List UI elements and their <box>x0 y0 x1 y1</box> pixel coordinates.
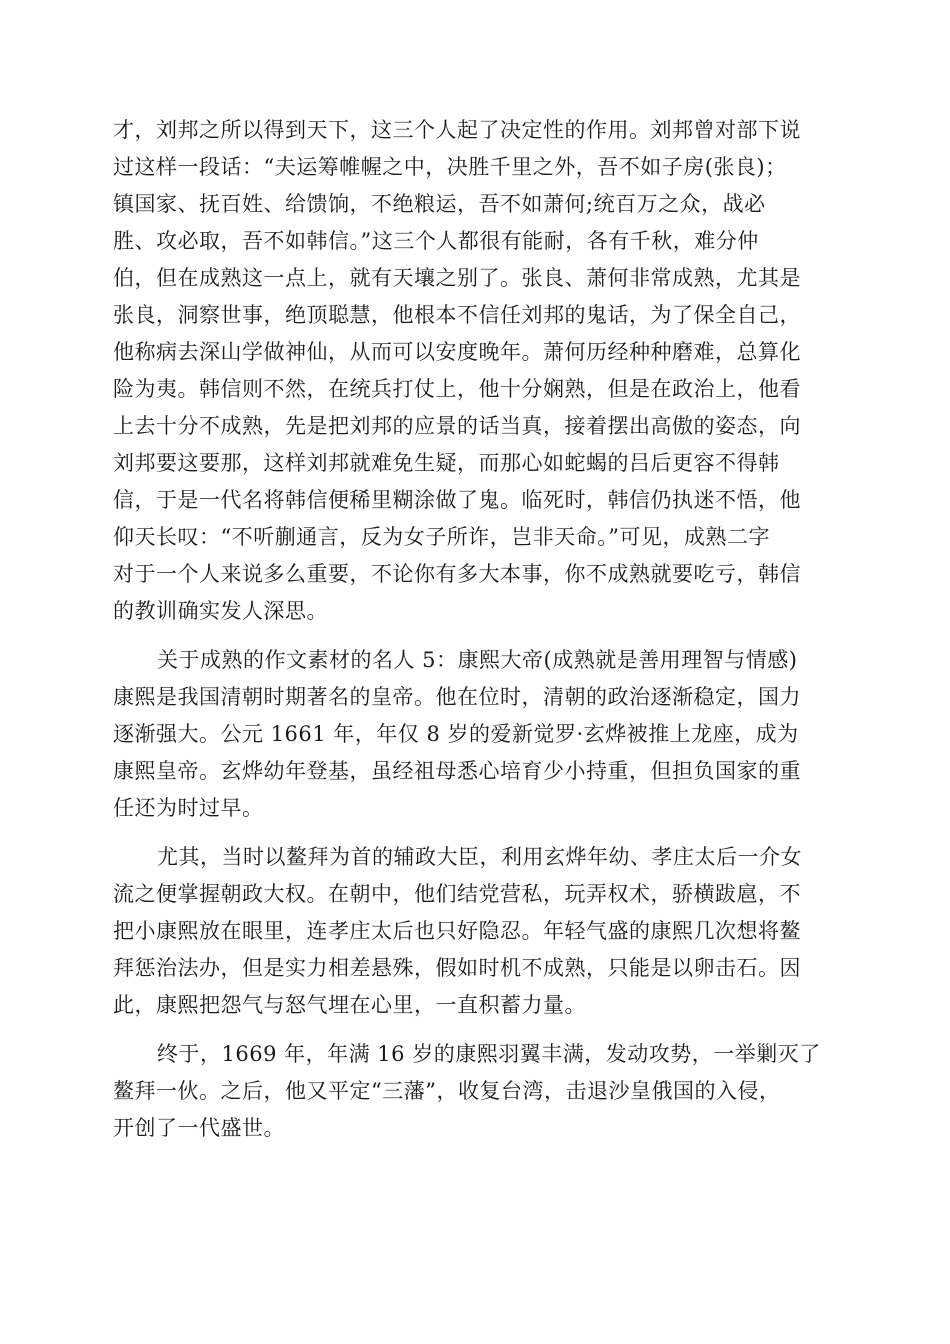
text-line: 过这样一段话：“夫运筹帷幄之中，决胜千里之外，吾不如子房(张良)； <box>113 155 787 179</box>
text-line: 任还为时过早。 <box>113 796 264 820</box>
text-line: 镇国家、抚百姓、给馈饷，不绝粮运，吾不如萧何;统百万之众，战必 <box>113 192 766 216</box>
text-line: 才，刘邦之所以得到天下，这三个人起了决定性的作用。刘邦曾对部下说 <box>113 118 801 142</box>
text-line: 终于，1669 年，年满 16 岁的康熙羽翼丰满，发动攻势，一举剿灭了 <box>157 1042 821 1066</box>
text-line: 险为夷。韩信则不然，在统兵打仗上，他十分娴熟，但是在政治上，他看 <box>113 377 801 401</box>
text-line: 对于一个人来说多么重要，不论你有多大本事，你不成熟就要吃亏，韩信 <box>113 562 801 586</box>
text-line: 信，于是一代名将韩信便稀里糊涂做了鬼。临死时，韩信仍执迷不悟，他 <box>113 488 801 512</box>
text-line: 胜、攻必取，吾不如韩信。”这三个人都很有能耐，各有千秋，难分仲 <box>113 229 759 253</box>
text-line: 张良，洞察世事，绝顶聪慧，他根本不信任刘邦的鬼话，为了保全自己， <box>113 303 801 327</box>
text-line: 把小康熙放在眼里，连孝庄太后也只好隐忍。年轻气盛的康熙几次想将鳌 <box>113 919 801 943</box>
text-line: 他称病去深山学做神仙，从而可以安度晚年。萧何历经种种磨难，总算化 <box>113 340 801 364</box>
text-line: 鳌拜一伙。之后，他又平定“三藩”，收复台湾，击退沙皇俄国的入侵， <box>113 1079 781 1103</box>
text-line: 康熙是我国清朝时期著名的皇帝。他在位时，清朝的政治逐渐稳定，国力 <box>113 685 801 709</box>
text-line: 流之便掌握朝政大权。在朝中，他们结党营私，玩弄权术，骄横跋扈，不 <box>113 882 801 906</box>
paragraph-victory <box>113 1036 835 1147</box>
paragraph-kangxi-intro <box>113 642 835 827</box>
text-line: 尤其，当时以鳌拜为首的辅政大臣，利用玄烨年幼、孝庄太后一介女 <box>157 845 802 869</box>
text-line: 康熙皇帝。玄烨幼年登基，虽经祖母悉心培育少小持重，但担负国家的重 <box>113 759 801 783</box>
text-line: 关于成熟的作文素材的名人 5：康熙大帝(成熟就是善用理智与情感) <box>157 648 798 672</box>
paragraph-liu-bang <box>113 112 835 630</box>
text-line: 刘邦要这要那，这样刘邦就难免生疑，而那心如蛇蝎的吕后更容不得韩 <box>113 451 780 475</box>
text-line: 开创了一代盛世。 <box>113 1116 285 1140</box>
text-line: 的教训确实发人深思。 <box>113 599 328 623</box>
paragraph-aobai <box>113 839 835 1024</box>
text-line: 逐渐强大。公元 1661 年，年仅 8 岁的爱新觉罗·玄烨被推上龙座，成为 <box>113 722 799 746</box>
text-line: 仰天长叹：“不听蒯通言，反为女子所诈，岂非天命。”可见，成熟二字 <box>113 525 770 549</box>
text-line: 拜惩治法办，但是实力相差悬殊，假如时机不成熟，只能是以卵击石。因 <box>113 956 801 980</box>
text-line: 此，康熙把怨气与怒气埋在心里，一直积蓄力量。 <box>113 993 586 1017</box>
text-line: 上去十分不成熟，先是把刘邦的应景的话当真，接着摆出高傲的姿态，向 <box>113 414 801 438</box>
document-page <box>113 112 835 1159</box>
text-line: 伯，但在成熟这一点上，就有天壤之别了。张良、萧何非常成熟，尤其是 <box>113 266 801 290</box>
